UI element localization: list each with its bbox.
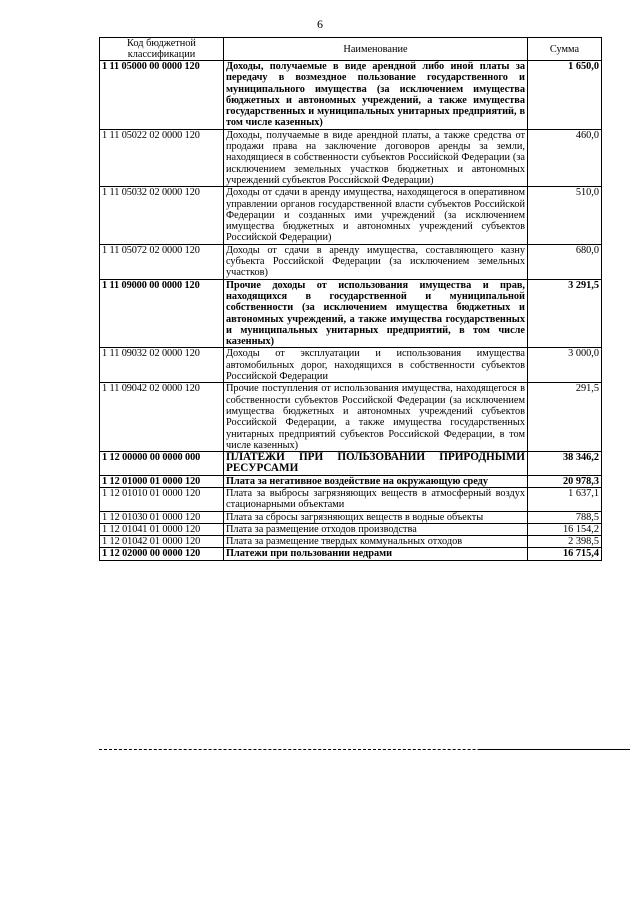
row-sum: 16 154,2 <box>528 523 602 535</box>
row-sum: 788,5 <box>528 511 602 523</box>
row-name: Прочие доходы от использования имущества и прав, находящихся в государственной и муниципальной собственности (за исключением имущества бюджетных и автономных учреждений, а также имущества государственных и муниципальных унитарных предприятий, в том числе казенных) <box>224 279 528 348</box>
row-sum: 3 291,5 <box>528 279 602 348</box>
row-name: Доходы от эксплуатации и использования имущества автомобильных дорог, находящихся в собственности субъектов Российской Федерации <box>224 348 528 383</box>
header-code: Код бюджетной классификации <box>100 38 224 61</box>
row-name: Плата за размещение отходов производства <box>224 523 528 535</box>
row-code: 1 11 05072 02 0000 120 <box>100 244 224 279</box>
table-row <box>100 511 602 523</box>
table-row <box>100 452 602 476</box>
row-code: 1 11 05000 00 0000 120 <box>100 61 224 130</box>
row-name: Плата за негативное воздействие на окружающую среду <box>224 475 528 487</box>
row-code: 1 11 09042 02 0000 120 <box>100 383 224 452</box>
row-sum: 2 398,5 <box>528 536 602 548</box>
row-name: Плата за выбросы загрязняющих веществ в атмосферный воздух стационарными объектами <box>224 487 528 511</box>
row-sum: 460,0 <box>528 129 602 186</box>
header-sum: Сумма <box>528 38 602 61</box>
row-sum: 1 650,0 <box>528 61 602 130</box>
page-number: 6 <box>317 17 323 31</box>
row-name: Доходы от сдачи в аренду имущества, находящегося в оперативном управлении органов государственной власти субъектов Российской Федерации и созданных ими учреждений (за исключением имущества бюджетных и автономных учреждений субъектов Российской Федерации) <box>224 187 528 244</box>
row-code: 1 12 01041 01 0000 120 <box>100 523 224 535</box>
row-code: 1 12 01042 01 0000 120 <box>100 536 224 548</box>
table-row <box>100 129 602 186</box>
header-name: Наименование <box>224 38 528 61</box>
row-sum: 1 637,1 <box>528 487 602 511</box>
row-sum: 680,0 <box>528 244 602 279</box>
table-row <box>100 244 602 279</box>
row-name: Плата за сбросы загрязняющих веществ в водные объекты <box>224 511 528 523</box>
row-code: 1 12 01000 01 0000 120 <box>100 475 224 487</box>
table-row <box>100 61 602 130</box>
table-row <box>100 548 602 560</box>
footer-divider-solid <box>480 749 630 750</box>
row-name: Платежи при пользовании недрами <box>224 548 528 560</box>
row-name: Прочие поступления от использования имущества, находящегося в собственности субъектов Российской Федерации (за исключением имущества бюджетных и автономных учреждений субъектов Российской Федерации, а также имущества государственных унитарных предприятий субъектов Российской Федерации, в том числе казенных) <box>224 383 528 452</box>
table-row <box>100 348 602 383</box>
row-code: 1 11 05022 02 0000 120 <box>100 129 224 186</box>
row-code: 1 11 05032 02 0000 120 <box>100 187 224 244</box>
row-sum: 20 978,3 <box>528 475 602 487</box>
row-code: 1 12 01010 01 0000 120 <box>100 487 224 511</box>
row-sum: 38 346,2 <box>528 452 602 476</box>
row-code: 1 11 09032 02 0000 120 <box>100 348 224 383</box>
row-code: 1 11 09000 00 0000 120 <box>100 279 224 348</box>
table-header-row <box>100 38 602 61</box>
row-name: Доходы, получаемые в виде арендной платы, а также средства от продажи права на заключение договоров аренды за земли, находящиеся в собственности субъектов Российской Федерации (за исключением земельных участков бюджетных и автономных учреждений субъектов Российской Федерации) <box>224 129 528 186</box>
row-code: 1 12 02000 00 0000 120 <box>100 548 224 560</box>
row-name: Доходы от сдачи в аренду имущества, составляющего казну субъекта Российской Федерации (за исключением земельных участков) <box>224 244 528 279</box>
row-name: ПЛАТЕЖИ ПРИ ПОЛЬЗОВАНИИ ПРИРОДНЫМИ РЕСУРСАМИ <box>224 452 528 476</box>
row-name: Плата за размещение твердых коммунальных отходов <box>224 536 528 548</box>
table-row <box>100 279 602 348</box>
row-code: 1 12 00000 00 0000 000 <box>100 452 224 476</box>
row-sum: 3 000,0 <box>528 348 602 383</box>
table-row <box>100 523 602 535</box>
row-sum: 510,0 <box>528 187 602 244</box>
budget-revenue-table <box>99 37 602 561</box>
row-code: 1 12 01030 01 0000 120 <box>100 511 224 523</box>
table-row <box>100 475 602 487</box>
row-name: Доходы, получаемые в виде арендной либо иной платы за передачу в возмездное пользование государственного и муниципального имущества (за исключением имущества бюджетных и автономных учреждений, а также имущества государственных и муниципальных унитарных предприятий, в том числе казенных) <box>224 61 528 130</box>
table-row <box>100 383 602 452</box>
table-body <box>100 61 602 561</box>
row-sum: 291,5 <box>528 383 602 452</box>
row-sum: 16 715,4 <box>528 548 602 560</box>
table-row <box>100 187 602 244</box>
table-row <box>100 536 602 548</box>
table-row <box>100 487 602 511</box>
